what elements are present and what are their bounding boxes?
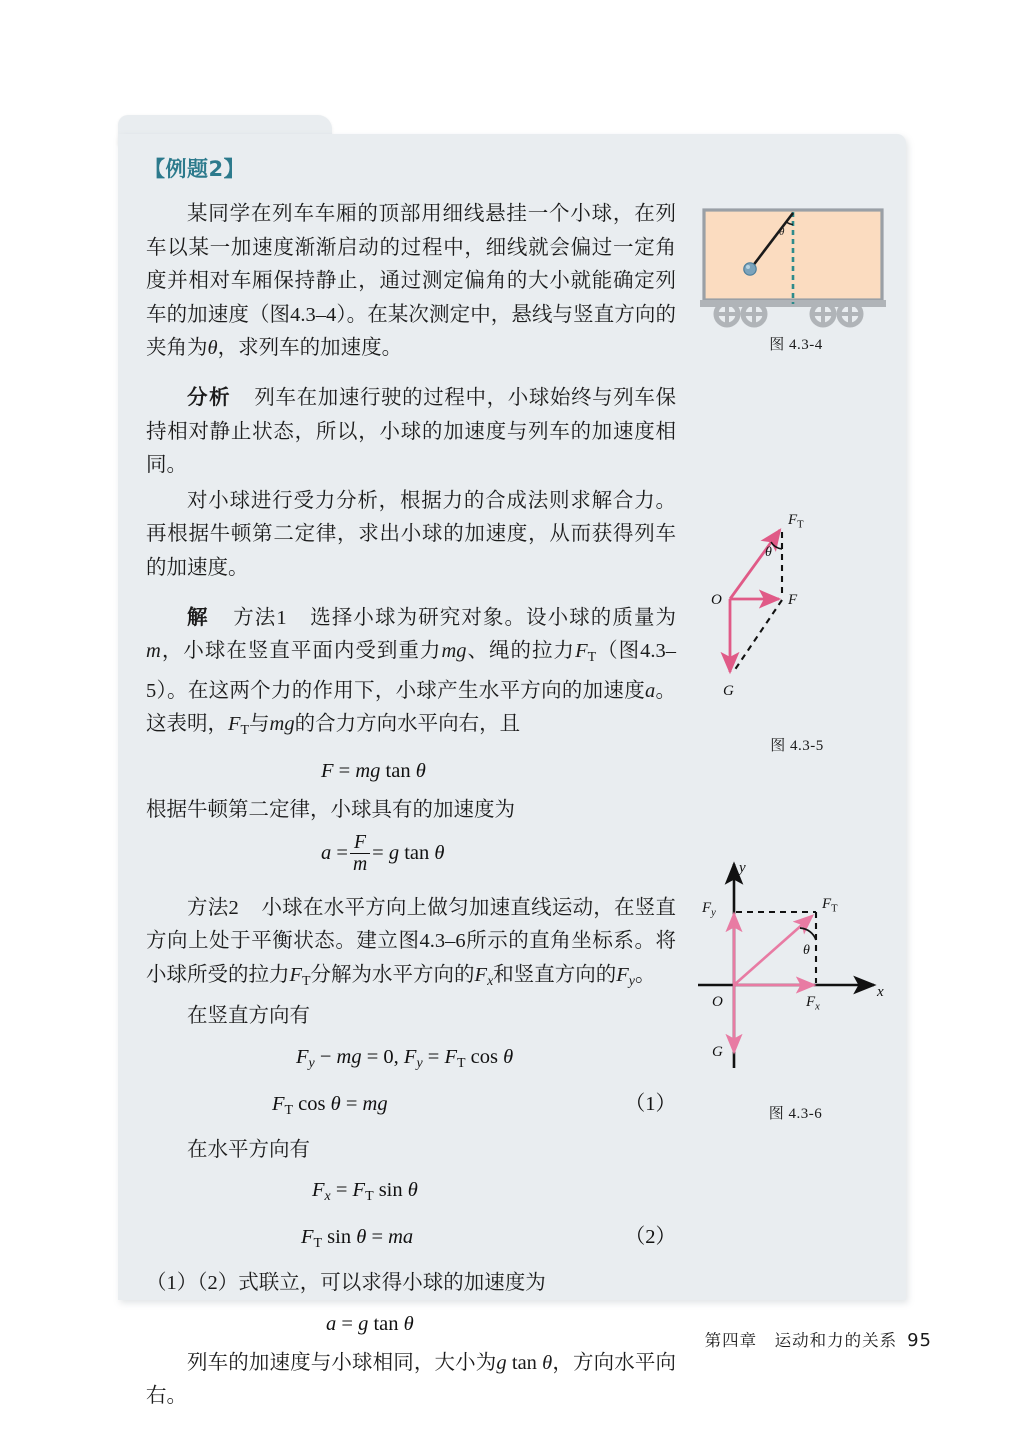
force-parallelogram-diagram <box>706 504 896 730</box>
combine-equations-line: （1）（2）式联立，可以求得小球的加速度为 <box>146 1272 546 1295</box>
solution-label: 解 <box>187 606 210 629</box>
equation-vertical-2: $F_T$ cos θ = mg （1） <box>146 1087 676 1128</box>
figure-caption-435: 图 4.3-5 <box>770 738 824 754</box>
equation-vertical-1: $F_y$ − mg = 0, $F_y = F_T$ cos θ <box>296 1045 514 1071</box>
figure-4-3-6 <box>696 850 901 1123</box>
label-FT: $F_T$ <box>788 512 804 531</box>
label-O: O <box>711 592 722 608</box>
conclusion-paragraph: 列车的加速度与小球相同，大小为g tan θ，方向水平向右。 <box>146 1351 676 1408</box>
equation-number-1: （1） <box>624 1092 676 1115</box>
label-O: O <box>712 994 723 1010</box>
dashed-line-F-to-G <box>734 600 782 671</box>
method2-paragraph: 方法2 小球在水平方向上做匀加速直线运动，在竖直方向上处于平衡状态。建立图4.3–6所示的直角坐标系。将小球所受的拉力$F_T$分解为水平方向的$F_x$和竖直方向的$F_y$。 <box>146 896 677 989</box>
analysis-label: 分析 <box>187 386 232 409</box>
pendulum-ball <box>744 263 756 275</box>
train-car-diagram <box>696 204 896 329</box>
figure-caption-434: 图 4.3-4 <box>769 337 823 353</box>
label-theta: θ <box>803 943 810 958</box>
ball-highlight <box>746 265 750 269</box>
analysis-paragraph-1: 分析 列车在加速行驶的过程中，小球始终与列车保持相对静止状态，所以，小球的加速度与列车的加速度相同。 <box>146 386 677 477</box>
page-title: 【例题2】 <box>144 157 246 181</box>
label-y-axis: y <box>739 860 746 876</box>
label-Fy: $F_y$ <box>702 900 716 919</box>
method1-paragraph: 解 方法1 选择小球为研究对象。设小球的质量为m，小球在竖直平面内受到重力mg、绳的拉力$F_T$（图4.3–5）。在这两个力的作用下，小球产生水平方向的加速度a。这表明，$F_T$与mg的合力方向水平向右，且 <box>146 606 677 739</box>
label-Fx: $F_x$ <box>806 994 820 1013</box>
label-x-axis: x <box>877 984 884 1000</box>
figure-4-3-4 <box>696 204 896 354</box>
page-footer <box>0 1327 1020 1351</box>
angle-arc-theta <box>771 542 782 549</box>
equation-number-2: （2） <box>624 1226 676 1249</box>
figure-4-3-5 <box>706 504 896 755</box>
vector-FT <box>730 530 780 599</box>
equation-F: F = mg tan θ <box>321 759 426 782</box>
label-G: G <box>712 1044 723 1060</box>
label-G: G <box>723 683 734 699</box>
label-FT: $F_T$ <box>822 896 838 915</box>
vector-FT <box>734 916 812 985</box>
footer-page-number: 95 <box>907 1330 932 1351</box>
newton-law-line: 根据牛顿第二定律，小球具有的加速度为 <box>146 798 515 821</box>
angle-label-theta: θ <box>779 226 785 238</box>
horizontal-direction-line: 在水平方向有 <box>187 1138 310 1161</box>
text-column <box>146 198 676 1416</box>
label-F: F <box>788 592 798 608</box>
figure-caption-436: 图 4.3-6 <box>768 1106 823 1122</box>
footer-chapter: 第四章 运动和力的关系 <box>704 1331 898 1350</box>
vertical-direction-line: 在竖直方向有 <box>187 1005 310 1028</box>
method1-label: 方法1 <box>232 606 287 629</box>
equation-horizontal-2: $F_T$ sin θ = ma （2） <box>146 1220 676 1261</box>
analysis-paragraph-2: 对小球进行受力分析，根据力的合成法则求解合力。再根据牛顿第二定律，求出小球的加速度，从而获得列车的加速度。 <box>146 489 676 579</box>
method2-label: 方法2 <box>187 896 239 919</box>
label-theta: θ <box>765 545 772 560</box>
equation-a-method1: a = $\frac{F}{m}$ = g tan θ <box>321 831 445 875</box>
equation-a-method2: a = g tan θ <box>326 1312 414 1335</box>
problem-paragraph: 某同学在列车车厢的顶部用细线悬挂一个小球，在列车以某一加速度渐渐启动的过程中，细线就会偏过一定角度并相对车厢保持静止，通过测定偏角的大小就能确定列车的加速度（图4.3–4）。在某次测定中，悬线与竖直方向的夹角为θ，求列车的加速度。 <box>146 203 676 360</box>
equation-horizontal-1: $F_x = F_T$ sin θ <box>312 1179 418 1205</box>
cartesian-force-diagram <box>696 850 901 1098</box>
angle-arc-theta <box>800 928 816 940</box>
